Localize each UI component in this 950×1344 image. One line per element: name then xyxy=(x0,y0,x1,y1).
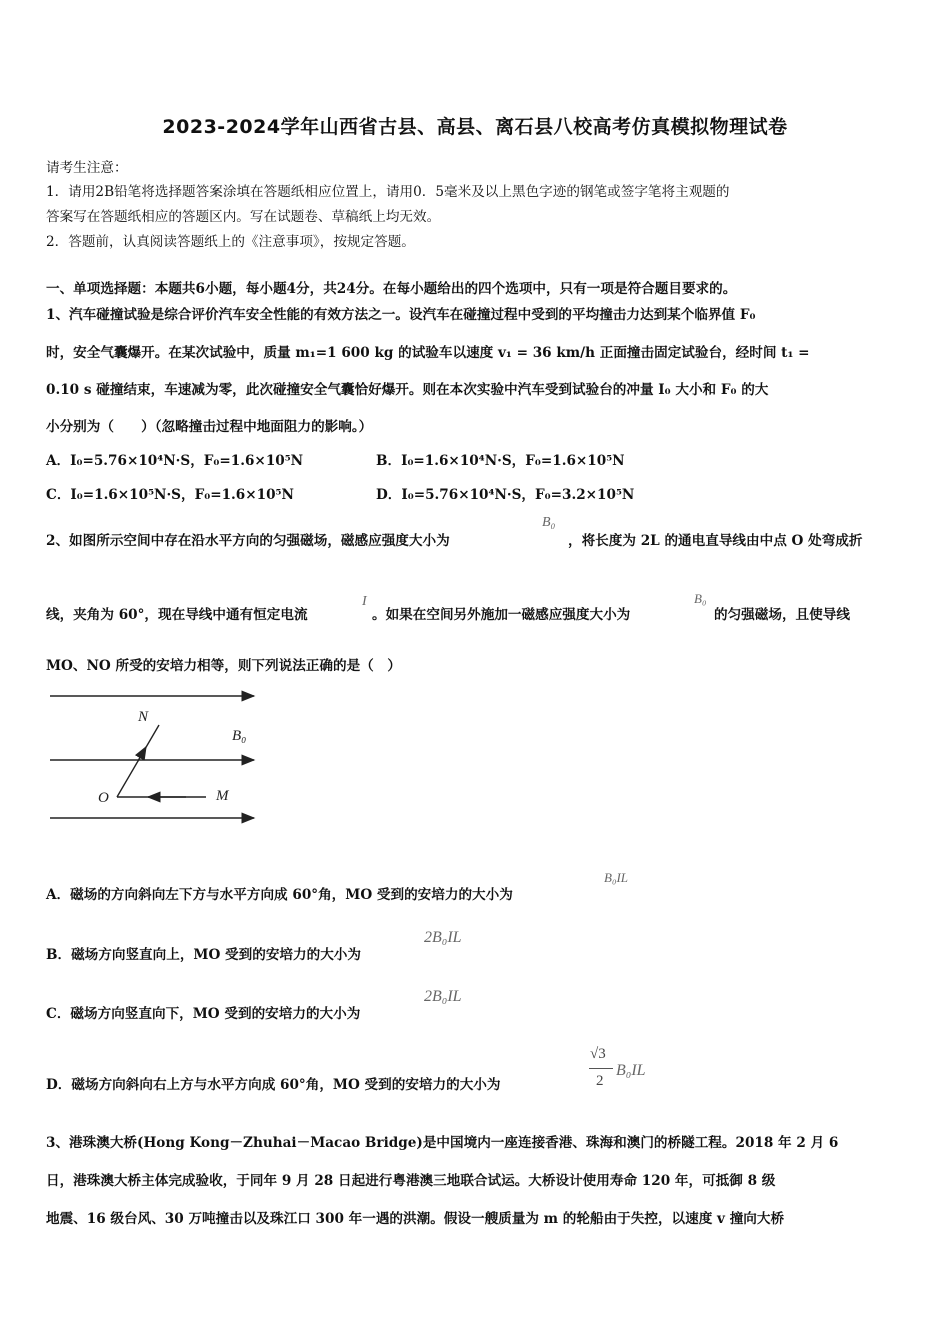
q2-option-a[interactable]: A．磁场的方向斜向左下方与水平方向成 60°角，MO 受到的安培力的大小为 xyxy=(46,887,513,903)
q2-line-3: MO、NO 所受的安培力相等，则下列说法正确的是（ ） xyxy=(46,658,401,674)
magnetic-field-figure xyxy=(46,690,266,830)
notice-item-2: 2．答题前，认真阅读答题纸上的《注意事项》，按规定答题。 xyxy=(46,234,415,250)
q2-symbol-i: I xyxy=(362,594,367,609)
q3-line-2: 日，港珠澳大桥主体完成验收，于同年 9 月 28 日起进行粤港澳三地联合试运。大桥设计使用寿命 120 年，可抵御 8 级 xyxy=(46,1173,776,1189)
q2-line-2a: 线，夹角为 60°，现在导线中通有恒定电流 xyxy=(46,607,308,623)
section-heading: 一、单项选择题：本题共6小题，每小题4分，共24分。在每小题给出的四个选项中，只有一项是符合题目要求的。 xyxy=(46,281,737,297)
q1-line-4: 小分别为（ ）（忽略撞击过程中地面阻力的影响。） xyxy=(46,419,373,435)
q2-symbol-b0-2: B₀ xyxy=(694,591,707,606)
page-title: 2023-2024学年山西省古县、高县、离石县八校高考仿真模拟物理试卷 xyxy=(162,116,788,138)
label-n: N xyxy=(138,709,149,725)
label-b0: B₀ xyxy=(232,728,247,744)
notice-heading: 请考生注意： xyxy=(46,160,128,176)
q3-line-3: 地震、16 级台风、30 万吨撞击以及珠江口 300 年一遇的洪潮。假设一艘质量为 m 的轮船由于失控，以速度 v 撞向大桥 xyxy=(46,1211,785,1227)
q1-option-c[interactable]: C．I₀=1.6×10⁵N·S，F₀=1.6×10⁵N xyxy=(46,487,294,503)
q2-option-d-denominator: 2 xyxy=(596,1073,604,1089)
q2-option-d-numerator: √3 xyxy=(590,1046,606,1062)
q1-option-d[interactable]: D．I₀=5.76×10⁴N·S，F₀=3.2×10⁵N xyxy=(376,487,635,503)
q1-line-3: 0.10 s 碰撞结束，车速减为零，此次碰撞安全气囊恰好爆开。则在本次实验中汽车受到试验台的冲量 I₀ 大小和 F₀ 的大 xyxy=(46,382,769,398)
q2-symbol-b0: B₀ xyxy=(542,515,556,530)
notice-item-1: 1．请用2B铅笔将选择题答案涂填在答题纸相应位置上，请用0．5毫米及以上黑色字迹的钢笔或签字笔将主观题的 xyxy=(46,184,730,200)
q2-option-a-expr: B₀IL xyxy=(604,870,629,885)
label-o: O xyxy=(98,790,109,806)
q2-option-d-expr: B₀IL xyxy=(616,1062,646,1079)
q1-line-2: 时，安全气囊爆开。在某次试验中，质量 m₁=1 600 kg 的试验车以速度 v₁ = 36 km/h 正面撞击固定试验台，经时间 t₁ = xyxy=(46,345,810,361)
q1-line-1: 1、汽车碰撞试验是综合评价汽车安全性能的有效方法之一。设汽车在碰撞过程中受到的平均撞击力达到某个临界值 F₀ xyxy=(46,307,756,323)
q2-option-c-expr: 2B₀IL xyxy=(424,988,462,1005)
q2-option-d-fraction-bar xyxy=(589,1068,613,1069)
notice-item-1-cont: 答案写在答题纸相应的答题区内。写在试题卷、草稿纸上均无效。 xyxy=(46,209,441,225)
q2-line-1b: ，将长度为 2L 的通电直导线由中点 O 处弯成折 xyxy=(568,533,863,549)
q2-option-c[interactable]: C．磁场方向竖直向下，MO 受到的安培力的大小为 xyxy=(46,1006,361,1022)
q1-option-a[interactable]: A．I₀=5.76×10⁴N·S，F₀=1.6×10⁵N xyxy=(46,453,304,469)
wire-no-arrow xyxy=(138,747,146,761)
label-m: M xyxy=(216,788,229,804)
q2-option-d[interactable]: D．磁场方向斜向右上方与水平方向成 60°角，MO 受到的安培力的大小为 xyxy=(46,1077,501,1093)
q2-line-2c: 的匀强磁场，且使导线 xyxy=(714,607,850,623)
q1-option-b[interactable]: B．I₀=1.6×10⁴N·S，F₀=1.6×10⁵N xyxy=(376,453,625,469)
q2-option-b-expr: 2B₀IL xyxy=(424,929,462,946)
q2-line-2b: 。如果在空间另外施加一磁感应强度大小为 xyxy=(372,607,631,623)
q2-line-1a: 2、如图所示空间中存在沿水平方向的匀强磁场，磁感应强度大小为 xyxy=(46,533,450,549)
q2-option-b[interactable]: B．磁场方向竖直向上，MO 受到的安培力的大小为 xyxy=(46,947,361,963)
q3-line-1: 3、港珠澳大桥(Hong Kong－Zhuhai－Macao Bridge)是中国境内一座连接香港、珠海和澳门的桥隧工程。2018 年 2 月 6 xyxy=(46,1135,839,1151)
